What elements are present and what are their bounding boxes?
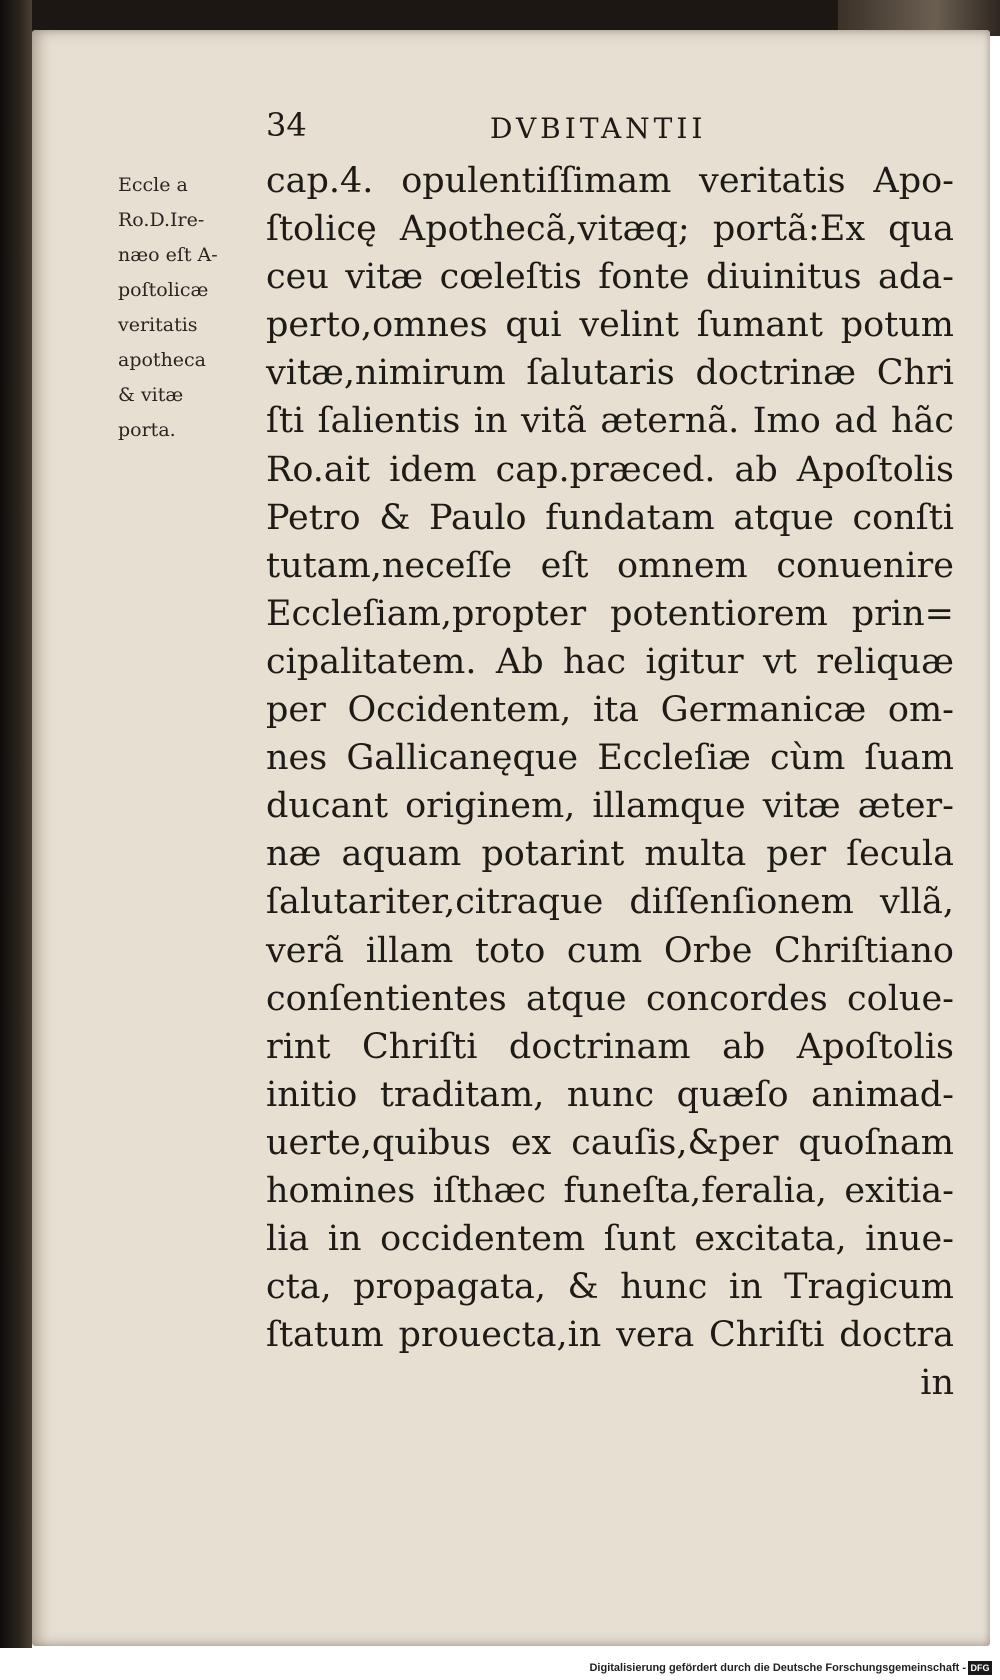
body-line: næ aquam potarint multa per ſecula <box>266 834 954 875</box>
body-line: ducant originem, illamque vitæ æter- <box>266 786 954 827</box>
body-text <box>266 157 954 1407</box>
marginal-note-line: & vitæ <box>118 384 184 406</box>
body-line: ceu vitæ cœleſtis fonte diuinitus ada- <box>266 257 954 298</box>
marginal-note-line: porta. <box>118 419 176 441</box>
running-head: DVBITANTII <box>490 112 707 145</box>
body-line: per Occidentem, ita Germanicæ om- <box>266 690 954 731</box>
book-spine <box>0 0 32 1660</box>
body-line: ſtatum prouecta,in vera Chriſti doctra <box>266 1315 954 1356</box>
marginal-note-line: veritatis <box>118 314 198 336</box>
body-line: cap.4. opulentiſſimam veritatis Apo- <box>266 161 954 201</box>
body-line: perto,omnes qui velint ſumant potum <box>266 305 954 346</box>
body-line: uerte,quibus ex cauſis,&per quoſnam <box>266 1122 954 1163</box>
body-line: rint Chriſti doctrinam ab Apoſtolis <box>266 1026 954 1067</box>
body-line: Eccleſiam,propter potentiorem prin= <box>266 593 954 634</box>
body-line: cipalitatem. Ab hac igitur vt reliquæ <box>266 641 954 682</box>
body-line: ſalutariter,citraque diſſenſionem vllã, <box>266 882 954 923</box>
body-line: lia in occidentem ſunt excitata, inue- <box>266 1219 954 1260</box>
body-line: vitæ,nimirum ſalutaris doctrinæ Chri <box>266 353 954 394</box>
marginal-note-line: Ro.D.Ire- <box>118 209 205 231</box>
body-line: nes Gallicanęque Eccleſiæ cùm ſuam <box>266 738 954 779</box>
body-line: Petro & Paulo fundatam atque conſti <box>266 497 954 538</box>
body-line: homines iſthæc funeſta,feralia, exitia- <box>266 1170 954 1211</box>
body-line: conſentientes atque concordes colue- <box>266 978 954 1019</box>
marginal-note-line: apotheca <box>118 349 207 371</box>
body-line: ſti ſalientis in vitã æternã. Imo ad hãc <box>266 401 954 442</box>
page-number: 34 <box>266 106 307 144</box>
body-line: verã illam toto cum Orbe Chriſtiano <box>266 930 954 971</box>
marginal-note-line: poſtolicæ <box>118 279 209 301</box>
marginal-note <box>118 168 248 448</box>
body-line: initio traditam, nunc quæſo animad- <box>266 1074 954 1115</box>
body-line: tutam,neceſſe eſt omnem conuenire <box>266 545 954 586</box>
dfg-logo: DFG <box>968 1661 992 1675</box>
catchword: in <box>920 1363 954 1404</box>
digitization-credit: Digitalisierung gefördert durch die Deutsche Forschungsgemeinschaft - <box>589 1662 966 1674</box>
body-line: ſtolicę Apothecã,vitæq; portã:Ex qua <box>266 209 954 250</box>
body-line: Ro.ait idem cap.præced. ab Apoſtolis <box>266 449 954 490</box>
body-line: cta, propagata, & hunc in Tragicum <box>266 1267 954 1308</box>
marginal-note-line: næo eſt A- <box>118 244 218 266</box>
marginal-note-line: Eccle a <box>118 174 188 196</box>
